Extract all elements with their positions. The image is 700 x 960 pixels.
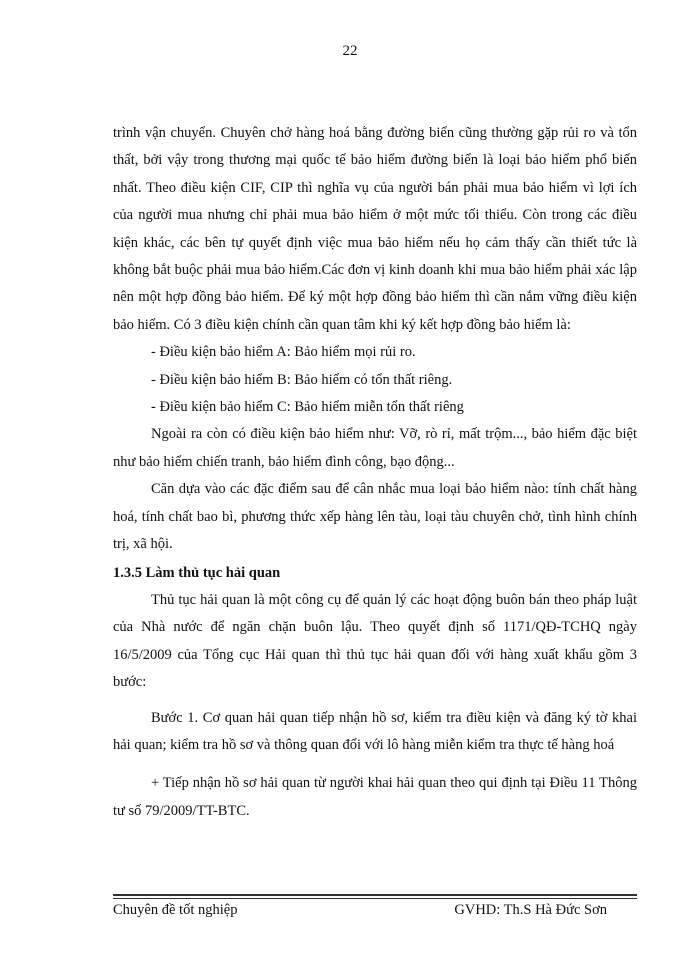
paragraph: Căn dựa vào các đặc điểm sau để cân nhắc mua loại bảo hiểm nào: tính chất hàng hoá, tính chất bao bì, phương thức xếp hàng lên tàu, loại tàu chuyên chở, tình hình chính trị, xã hội. — [113, 481, 637, 553]
paragraph: trình vận chuyển. Chuyên chở hàng hoá bằng đường biển cũng thường gặp rủi ro và tổn thất, bởi vậy trong thương mại quốc tế bảo hiểm đường biển là loại bảo hiểm phổ biến nhất. Theo điều kiện CIF, CIP thì nghĩa vụ của người bán phải mua bảo hiểm vì lợi ích của người mua nhưng chỉ phải mua bảo hiểm ở một mức tối thiểu. Còn trong các điều kiện khác, các bên tự quyết định việc mua bảo hiểm nếu họ cảm thấy cần thiết tức là không bắt buộc phải mua bảo hiểm.Các đơn vị kinh doanh khi mua bảo hiểm phải xác lập nên một hợp đồng bảo hiểm. Để ký một hợp đồng bảo hiểm thì cần nắm vững điều kiện bảo hiểm. Có 3 điều kiện chính cần quan tâm khi ký kết hợp đồng bảo hiểm là: — [113, 125, 637, 333]
footer — [113, 902, 637, 919]
paragraph: + Tiếp nhận hồ sơ hải quan từ người khai hải quan theo qui định tại Điều 11 Thông tư số 79/2009/TT-BTC. — [113, 775, 637, 819]
page-number: 22 — [342, 43, 358, 59]
paragraph: Bước 1. Cơ quan hải quan tiếp nhận hồ sơ, kiểm tra điều kiện và đăng ký tờ khai hải quan; kiểm tra hồ sơ và thông quan đối với lô hàng miễn kiểm tra thực tế hàng hoá — [113, 709, 637, 753]
document-body — [113, 120, 637, 825]
footer-divider — [113, 894, 637, 900]
section-heading: 1.3.5 Làm thủ tục hải quan — [113, 564, 281, 581]
footer-left-text: Chuyên đề tốt nghiệp — [113, 902, 238, 918]
footer-right-text: GVHD: Th.S Hà Đức Sơn — [454, 902, 607, 918]
paragraph: Ngoài ra còn có điều kiện bảo hiểm như: Vỡ, rò rỉ, mất trộm..., bảo hiểm đặc biệt như bảo hiểm chiến tranh, bảo hiểm đình công, bạo động... — [113, 426, 637, 470]
bullet-item: - Điều kiện bảo hiểm C: Bảo hiểm miễn tổn thất riêng — [151, 399, 464, 416]
bullet-item: - Điều kiện bảo hiểm A: Bảo hiểm mọi rủi ro. — [151, 344, 416, 361]
paragraph: Thủ tục hải quan là một công cụ để quản lý các hoạt động buôn bán theo pháp luật của Nhà nước để ngăn chặn buôn lậu. Theo quyết định số 1171/QĐ-TCHQ ngày 16/5/2009 của Tổng cục Hải quan thì thủ tục hải quan đối với hàng xuất khẩu gồm 3 bước: — [113, 591, 637, 691]
bullet-item: - Điều kiện bảo hiểm B: Bảo hiểm có tổn thất riêng. — [151, 371, 453, 388]
